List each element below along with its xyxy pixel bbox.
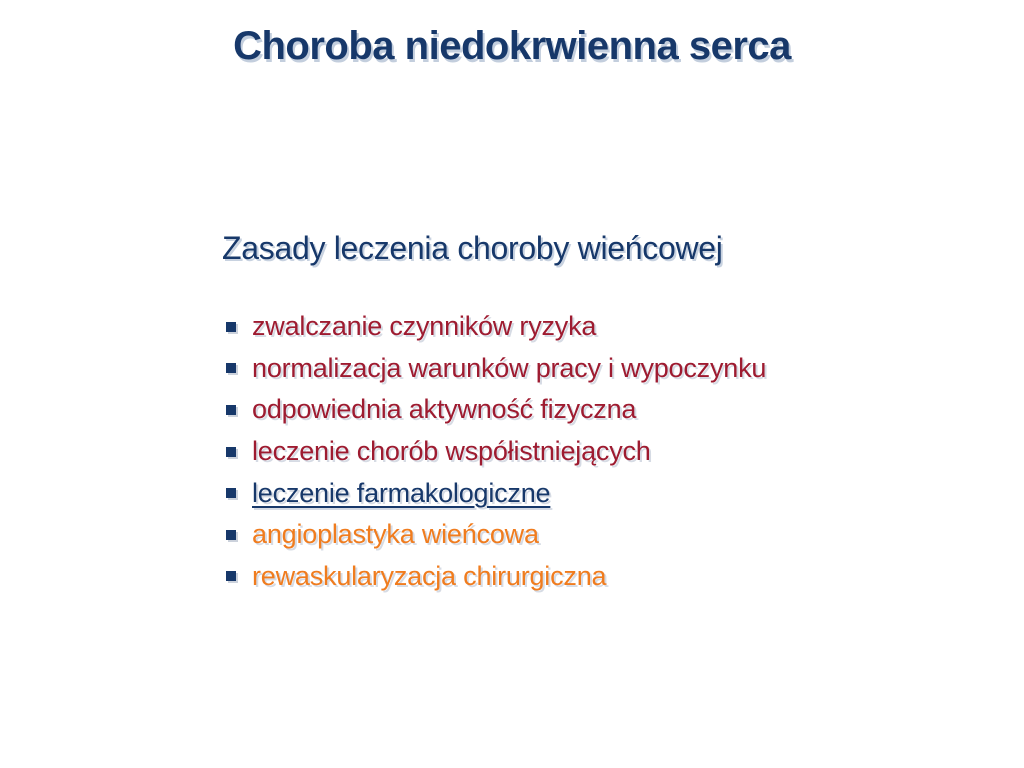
list-item-link[interactable]: leczenie farmakologiczne [252, 477, 551, 508]
list-item [226, 431, 766, 473]
slide-title: Choroba niedokrwienna serca [233, 24, 791, 68]
list-item-label: rewaskularyzacja chirurgiczna [252, 560, 607, 591]
slide-subtitle: Zasady leczenia choroby wieńcowej [222, 230, 723, 266]
list-item [226, 348, 766, 390]
list-item-label: zwalczanie czynników ryzyka [252, 311, 597, 342]
list-item-label: normalizacja warunków pracy i wypoczynku [252, 352, 767, 383]
list-item [226, 514, 766, 556]
square-bullet-icon [226, 447, 236, 457]
list-item [226, 306, 766, 348]
list-item-label: angioplastyka wieńcowa [252, 519, 539, 550]
list-item [226, 389, 766, 431]
square-bullet-icon [226, 530, 236, 540]
square-bullet-icon [226, 322, 236, 332]
square-bullet-icon [226, 488, 236, 498]
square-bullet-icon [226, 405, 236, 415]
list-item-label: odpowiednia aktywność fizyczna [252, 394, 637, 425]
list-item [226, 556, 766, 598]
list-item-label: leczenie chorób współistniejących [252, 436, 651, 467]
square-bullet-icon [226, 363, 236, 373]
bullet-list [226, 306, 766, 597]
square-bullet-icon [226, 571, 236, 581]
list-item [226, 472, 766, 514]
